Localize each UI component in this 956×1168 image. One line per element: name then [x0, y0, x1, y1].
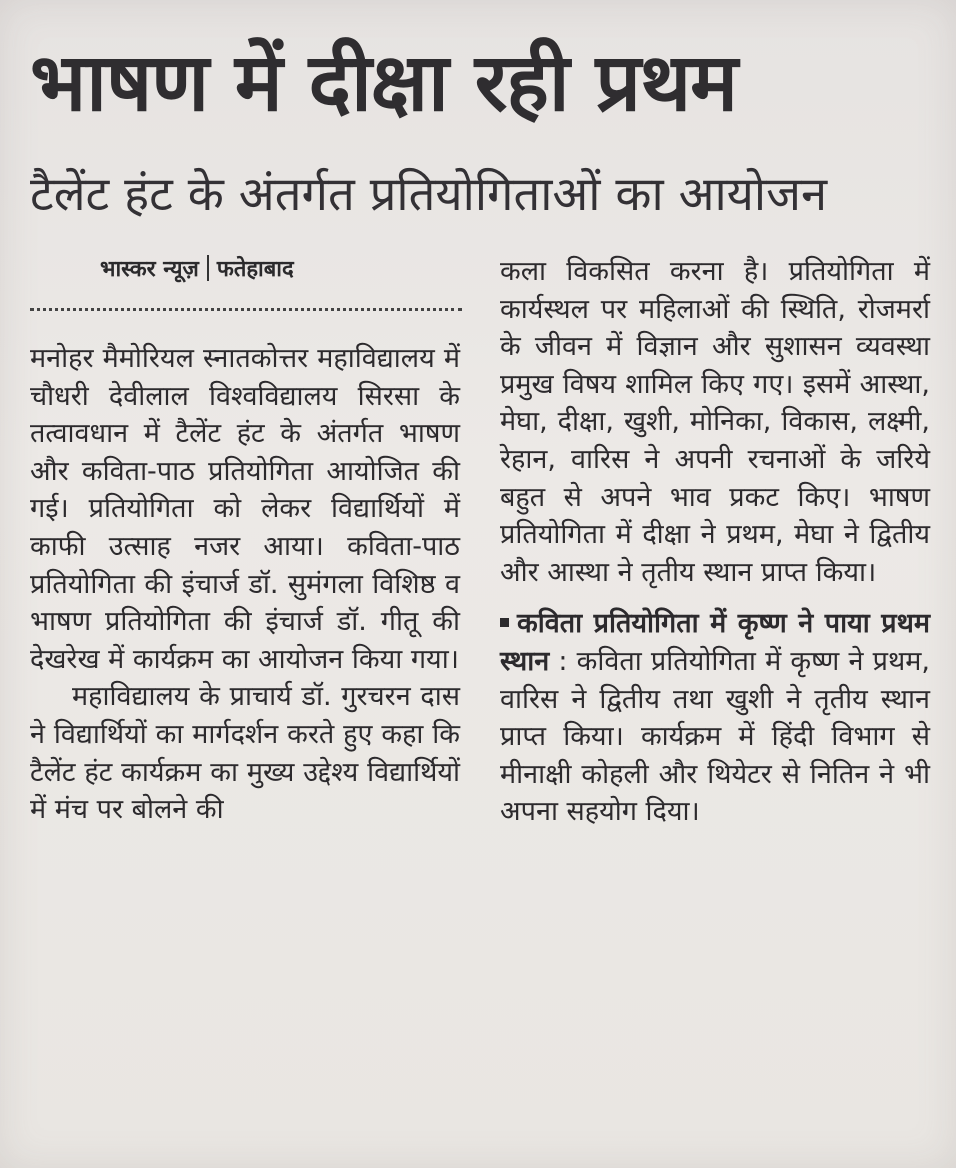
dotted-divider — [30, 308, 462, 311]
article-paragraph: महाविद्यालय के प्राचार्य डॉ. गुरचरन दास ने विद्यार्थियों का मार्गदर्शन करते हुए कहा कि टैलेंट हंट कार्यक्रम का मुख्य उद्देश्य विद्यार्थियों में मंच पर बोलने की — [30, 681, 460, 826]
article-paragraph: : कविता प्रतियोगिता में कृष्ण ने प्रथम, वारिस ने द्वितीय तथा खुशी ने तृतीय स्थान प्राप्त किया। कार्यक्रम में हिंदी विभाग से मीनाक्षी कोहली और थियेटर से नितिन ने भी अपना सहयोग दिया। — [500, 645, 930, 828]
article-paragraph: मनोहर मैमोरियल स्नातकोत्तर महाविद्यालय में चौधरी देवीलाल विश्वविद्यालय सिरसा के तत्वावधान में टैलेंट हंट के अंतर्गत भाषण और कविता-पाठ प्रतियोगिता आयोजित की गई। प्रतियोगिता को लेकर विद्यार्थियों में काफी उत्साह नजर आया। कविता-पाठ प्रतियोगिता की इंचार्ज डॉ. सुमंगला विशिष्ठ व भाषण प्रतियोगिता की इंचार्ज डॉ. गीतू की देखरेख में कार्यक्रम का आयोजन किया गया। — [30, 343, 460, 675]
byline-location: फतेहाबाद — [216, 257, 294, 282]
subheadline: टैलेंट हंट के अंतर्गत प्रतियोगिताओं का आयोजन — [30, 167, 828, 222]
article-subsection — [500, 605, 930, 831]
article-column-left — [30, 340, 460, 829]
headline: भाषण में दीक्षा रही प्रथम — [30, 36, 737, 129]
byline-divider — [207, 255, 209, 281]
article-paragraph: कला विकसित करना है। प्रतियोगिता में कार्यस्थल पर महिलाओं की स्थिति, रोजमर्रा के जीवन में विज्ञान और सुशासन व्यवस्था प्रमुख विषय शामिल किए गए। इसमें आस्था, मेघा, दीक्षा, खुशी, मोनिका, विकास, लक्ष्मी, रेहान, वारिस ने अपनी रचनाओं के जरिये बहुत से अपने भाव प्रकट किए। भाषण प्रतियोगिता में दीक्षा ने प्रथम, मेघा ने द्वितीय और आस्था ने तृतीय स्थान प्राप्त किया। — [500, 256, 930, 588]
subsection-title: कविता प्रतियोगिता में कृष्ण ने पाया प्रथम स्थान — [500, 608, 930, 677]
byline-source: भास्कर न्यूज़ — [100, 257, 199, 282]
byline — [100, 253, 460, 287]
bullet-icon — [500, 618, 509, 627]
article-column-right — [500, 253, 930, 831]
